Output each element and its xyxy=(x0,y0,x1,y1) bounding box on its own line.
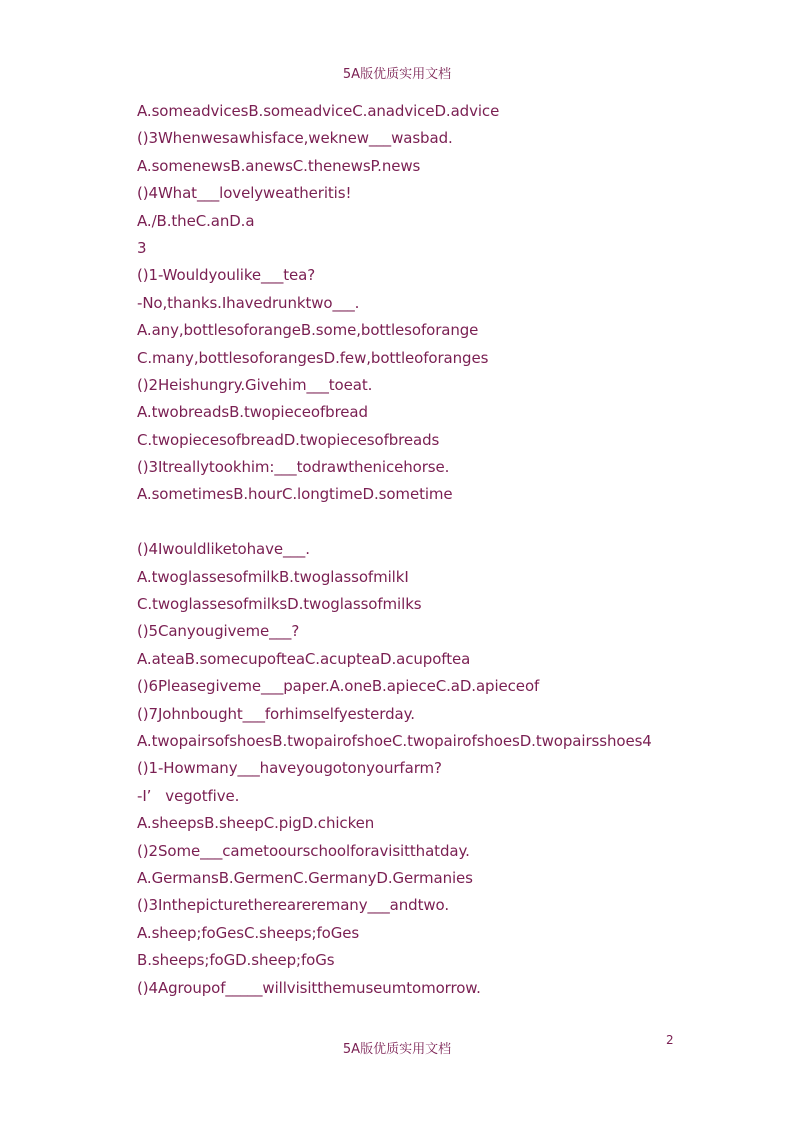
text-line: C.many,bottlesoforangesD.few,bottleoforanges xyxy=(137,348,489,367)
text-line: -No,thanks.Ihavedrunktwo___. xyxy=(137,293,360,312)
section-number: 3 xyxy=(137,238,147,257)
text-line: ()3Whenwesawhisface,weknew___wasbad. xyxy=(137,129,453,148)
blank-line xyxy=(137,509,737,536)
text-line: A.sheepsB.sheepC.pigD.chicken xyxy=(137,814,375,833)
text-line: A.twoglassesofmilkB.twoglassofmilkI xyxy=(137,567,409,586)
text-line: C.twopiecesofbreadD.twopiecesofbreads xyxy=(137,430,440,449)
text-line: ()4What___lovelyweatheritis! xyxy=(137,184,352,203)
text-line: ()7Johnbought___forhimselfyesterday. xyxy=(137,704,415,723)
text-line: ()5Canyougiveme___? xyxy=(137,622,300,641)
text-line: A.twobreadsB.twopieceofbread xyxy=(137,403,368,422)
text-line: ()3Itreallytookhim:___todrawthenicehorse. xyxy=(137,458,450,477)
text-line: -I’ vegotfive. xyxy=(137,786,240,805)
text-line: ()1-Howmany___haveyougotonyourfarm? xyxy=(137,759,442,778)
page-footer: 5A版优质实用文档 xyxy=(342,1042,452,1057)
page-number: 2 xyxy=(666,1033,674,1047)
document-body xyxy=(137,98,737,1002)
text-line: ()6Pleasegiveme___paper.A.oneB.apieceC.aD.apieceof xyxy=(137,677,540,696)
text-line: ()1-Wouldyoulike___tea? xyxy=(137,266,316,285)
text-line: A.ateaB.somecupofteaC.acupteaD.acupoftea xyxy=(137,649,471,668)
text-line: A.any,bottlesoforangeB.some,bottlesoforange xyxy=(137,321,479,340)
text-line: A.sometimesB.hourC.longtimeD.sometime xyxy=(137,485,453,504)
text-line: A./B.theC.anD.a xyxy=(137,211,255,230)
text-line: A.sheep;foGesC.sheeps;foGes xyxy=(137,923,360,942)
text-line: A.GermansB.GermenC.GermanyD.Germanies xyxy=(137,868,473,887)
text-line: ()4Agroupof_____willvisitthemuseumtomorrow. xyxy=(137,978,481,997)
text-line: A.twopairsofshoesB.twopairofshoeC.twopairofshoesD.twopairsshoes4 xyxy=(137,731,652,750)
text-line: ()2Heishungry.Givehim___toeat. xyxy=(137,375,373,394)
page-header: 5A版优质实用文档 xyxy=(342,67,452,82)
text-line: B.sheeps;foGD.sheep;foGs xyxy=(137,951,335,970)
text-line: ()4Iwouldliketohave___. xyxy=(137,540,310,559)
text-line: ()2Some___cametoourschoolforavisitthatday. xyxy=(137,841,470,860)
text-line: ()3Inthepicturethereareremany___andtwo. xyxy=(137,896,450,915)
text-line: C.twoglassesofmilksD.twoglassofmilks xyxy=(137,595,422,614)
text-line: A.somenewsB.anewsC.thenewsP.news xyxy=(137,156,421,175)
text-line: A.someadvicesB.someadviceC.anadviceD.advice xyxy=(137,102,500,120)
